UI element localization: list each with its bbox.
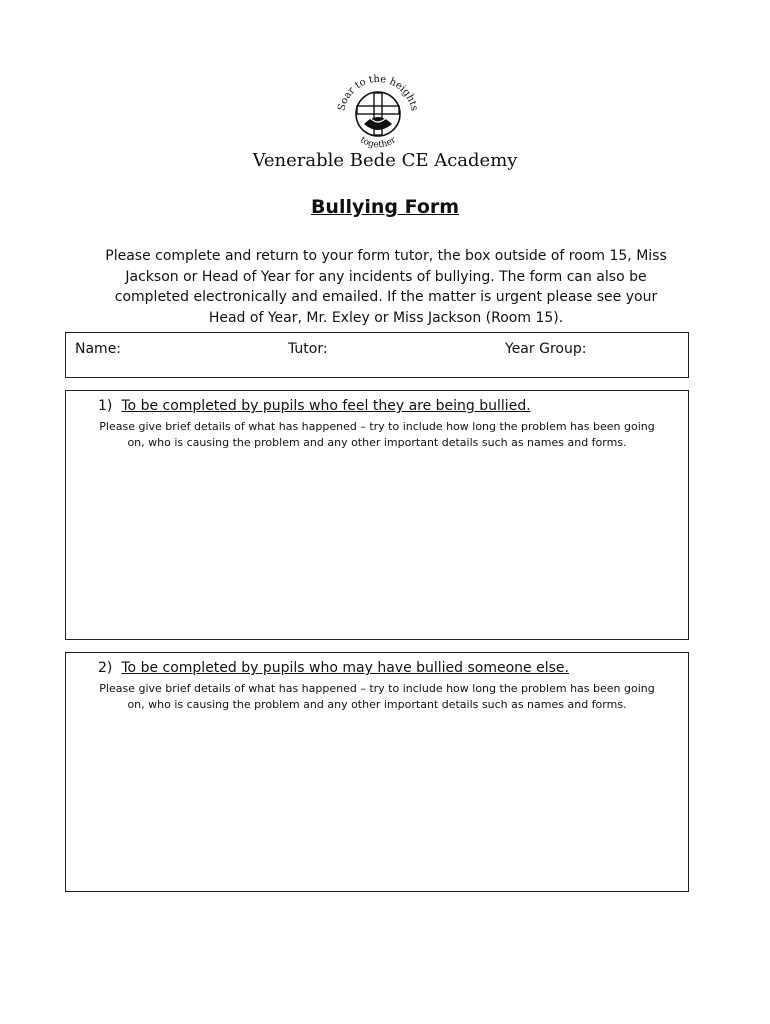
- instruction-line: on, who is causing the problem and any other important details such as names and forms.: [127, 698, 627, 711]
- section-1-box[interactable]: [65, 390, 689, 640]
- year-group-field[interactable]: Year Group:: [505, 341, 587, 357]
- form-title: Bullying Form: [310, 196, 460, 218]
- instruction-line: Please give brief details of what has happened – try to include how long the problem has been going: [99, 420, 655, 433]
- intro-line: Please complete and return to your form tutor, the box outside of room 15, Miss: [105, 248, 667, 264]
- logo-motto-top: Soar to the heights: [336, 73, 420, 113]
- section-2-instructions: [72, 681, 682, 713]
- instruction-line: Please give brief details of what has happened – try to include how long the problem has been going: [99, 682, 655, 695]
- intro-line: Head of Year, Mr. Exley or Miss Jackson (Room 15).: [208, 309, 564, 326]
- section-2-box[interactable]: [65, 652, 689, 892]
- section-2-title: To be completed by pupils who may have bullied someone else.: [121, 660, 569, 676]
- section-1-heading: [98, 398, 531, 414]
- section-1-title: To be completed by pupils who feel they are being bullied.: [121, 398, 531, 414]
- svg-text:together: [358, 135, 399, 150]
- tutor-field[interactable]: Tutor:: [288, 341, 328, 357]
- logo-motto-bottom: together: [357, 135, 398, 151]
- school-logo: [330, 66, 426, 162]
- school-crest-icon: [330, 66, 426, 162]
- intro-line: Jackson or Head of Year for any incidents of bullying. The form can also be: [125, 268, 647, 285]
- intro-line: completed electronically and emailed. If the matter is urgent please see your: [114, 289, 658, 305]
- intro-instructions: [86, 246, 686, 328]
- section-2-heading: [98, 660, 569, 676]
- section-1-instructions: [72, 419, 682, 451]
- section-1-number: 1): [98, 398, 113, 414]
- student-info-box: [65, 332, 689, 378]
- name-field[interactable]: Name:: [75, 341, 122, 357]
- school-name: Venerable Bede CE Academy: [252, 150, 518, 171]
- instruction-line: on, who is causing the problem and any other important details such as names and forms.: [127, 436, 627, 449]
- section-2-number: 2): [98, 660, 113, 676]
